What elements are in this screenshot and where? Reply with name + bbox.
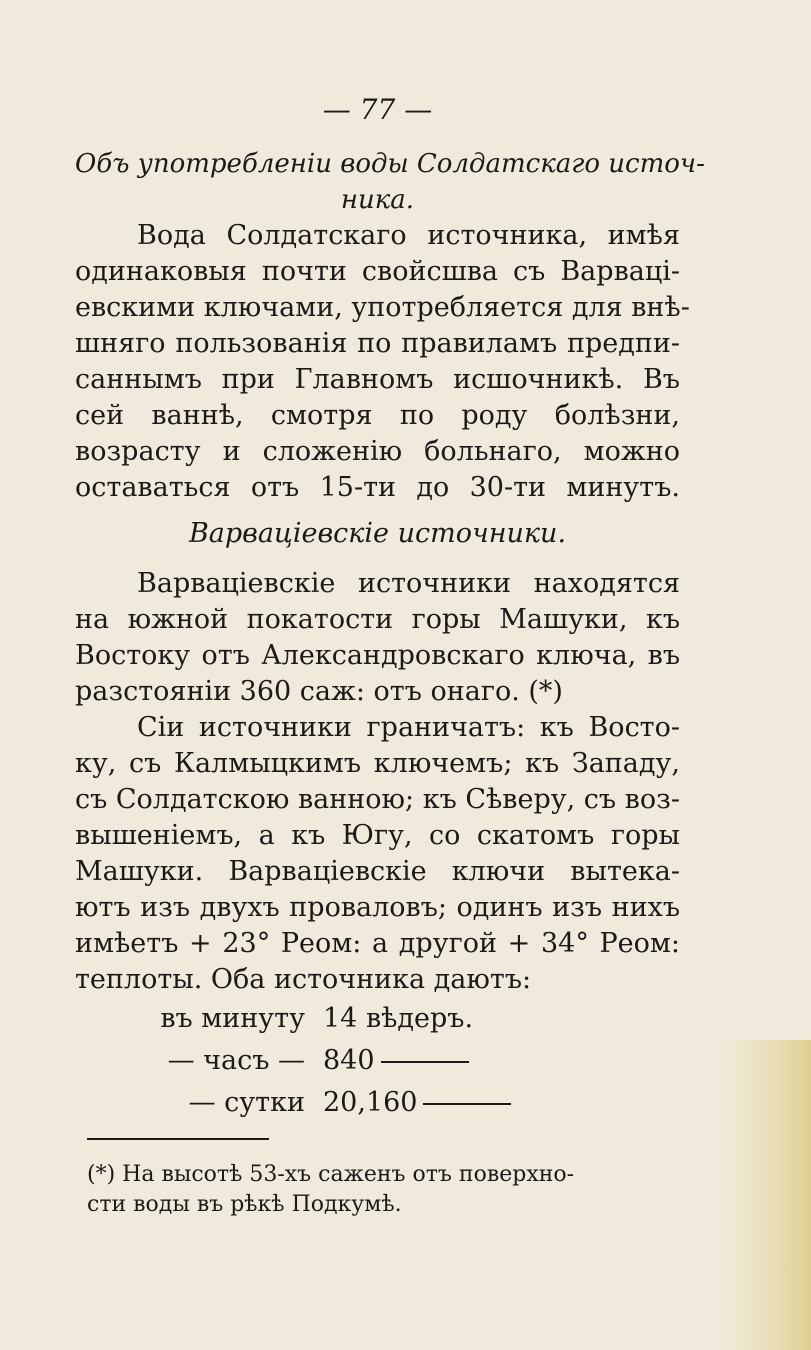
text-line: оставаться отъ 15-ти до 30-ти минутъ. bbox=[75, 472, 680, 503]
yield-unit: — часъ — bbox=[167, 1045, 305, 1076]
yield-value bbox=[323, 1085, 511, 1121]
text-line: вышеніемъ, а къ Югу, со скатомъ горы bbox=[75, 820, 680, 851]
section-heading-varvatsievskie: Варваціевскіе источники. bbox=[188, 518, 567, 549]
footnote-line: сти воды въ рѣкѣ Подкумѣ. bbox=[87, 1192, 402, 1217]
text-line: разстояніи 360 саж: отъ онаго. (*) bbox=[75, 676, 563, 707]
text-line: имѣетъ + 23° Реом: а другой + 34° Реом: bbox=[75, 928, 680, 959]
text-line: евскими ключами, употребляется для внѣ- bbox=[75, 292, 690, 323]
text-line: съ Солдатскою ванною; къ Сѣверу, съ воз- bbox=[75, 784, 680, 815]
heading-line: Объ употребленіи воды Солдатскаго источ- bbox=[75, 149, 705, 179]
text-line: Востоку отъ Александровскаго ключа, въ bbox=[75, 640, 680, 671]
text-line: одинаковыя почти свойсшва съ Варваці- bbox=[75, 256, 680, 287]
yield-row bbox=[75, 1082, 680, 1124]
footnote-line: (*) На высотѣ 53-хъ саженъ отъ поверхно- bbox=[87, 1162, 575, 1187]
text-line: на южной покатости горы Машуки, къ bbox=[75, 604, 680, 635]
text-line: возрасту и сложенію больнаго, можно bbox=[75, 436, 680, 467]
section-varvatsievskie bbox=[75, 516, 680, 1124]
text-line: саннымъ при Главномъ исшочникѣ. Въ bbox=[75, 364, 680, 395]
ditto-rule bbox=[381, 1061, 469, 1063]
section-heading-soldier-spring bbox=[75, 146, 705, 218]
text-line: ютъ изъ двухъ проваловъ; одинъ изъ нихъ bbox=[75, 892, 680, 923]
yield-row bbox=[75, 998, 680, 1040]
ditto-rule bbox=[423, 1103, 511, 1105]
text-line: Варваціевскіе источники находятся bbox=[137, 568, 680, 599]
paragraph-varvatsievskie bbox=[75, 566, 680, 998]
heading-line: ника. bbox=[340, 185, 415, 215]
yield-value: 14 вѣдеръ. bbox=[323, 1003, 474, 1034]
page-content bbox=[75, 92, 705, 1220]
yield-unit: — сутки bbox=[188, 1087, 305, 1118]
yield-unit: въ минуту bbox=[160, 1003, 305, 1034]
footnote bbox=[75, 1160, 680, 1220]
text-line: Машуки. Варваціевскіе ключи вытека- bbox=[75, 856, 680, 887]
footnote-rule bbox=[87, 1138, 269, 1140]
paper-stain bbox=[721, 1040, 811, 1350]
yield-value-text: 840 bbox=[323, 1045, 375, 1076]
text-line: шняго пользованія по правиламъ предпи- bbox=[75, 328, 680, 359]
text-line: ку, съ Калмыцкимъ ключемъ; къ Западу, bbox=[75, 748, 680, 779]
yield-table bbox=[75, 998, 680, 1124]
paragraph-soldier-spring bbox=[75, 218, 690, 506]
text-line: сей ваннѣ, смотря по роду болѣзни, bbox=[75, 400, 680, 431]
text-line: теплоты. Оба источника даютъ: bbox=[75, 964, 532, 995]
text-line: Сіи источники граничатъ: къ Восто- bbox=[137, 712, 680, 743]
yield-row bbox=[75, 1040, 680, 1082]
text-line: Вода Солдатскаго источника, имѣя bbox=[137, 220, 680, 251]
page-number: — 77 — bbox=[322, 93, 433, 126]
yield-value bbox=[323, 1043, 469, 1079]
yield-value-text: 20,160 bbox=[323, 1087, 418, 1118]
